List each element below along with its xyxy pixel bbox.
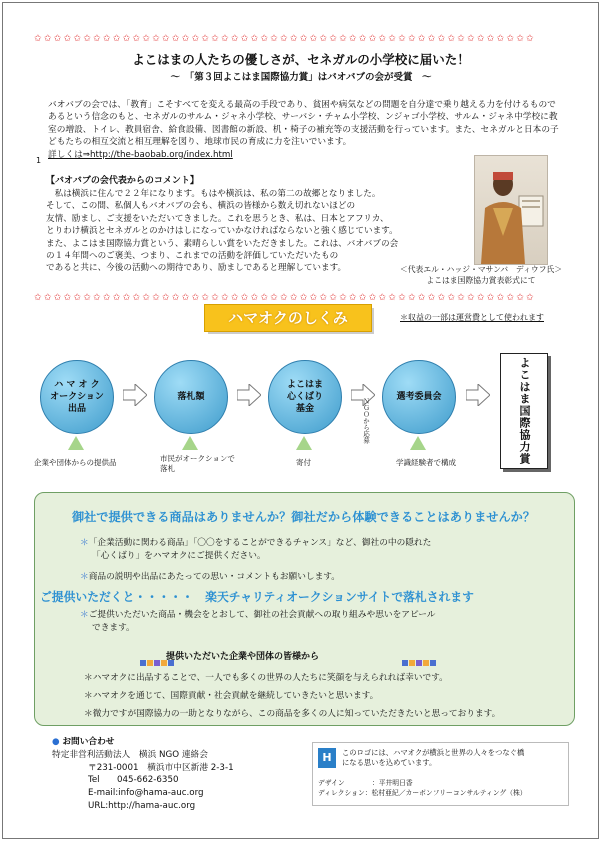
comment-line: 私は横浜に住んで２２年になります。もはや横浜は、私の第二の故郷となりました。 xyxy=(46,189,381,199)
flow-caption-committee: 学識経験者で構成 xyxy=(396,458,456,467)
arrow-right-icon xyxy=(237,384,261,406)
flow-step-committee: 選考委員会 xyxy=(382,360,456,434)
flow-title: ハマオクのしくみ xyxy=(204,304,372,332)
star-bullet-icon: ＊ xyxy=(80,538,89,548)
appeal-question: 御社で提供できる商品はありませんか？御社だから体験できることはありませんか？ xyxy=(71,510,536,524)
intro-paragraph xyxy=(48,99,564,161)
flow-step-fund: よこはま 心くばり 基金 xyxy=(268,360,342,434)
flow-caption-fund: 寄付 xyxy=(296,458,311,467)
contact-address: 〒231-0001 横浜市中区新港 2-3-1 xyxy=(88,762,234,773)
intro-text: バオバブの会では、「教育」こそすべてを変える最高の手段であり、貧困や病気などの問題を自分達で乗り越える力を付けるものであるという信念のもと、セネガルのサルム・ジャネ小学校、サーバシ・チャム小学校、ンジャゴ小学校、サルム・ジャネ中学校に教室の増設、トイレ、教員宿舎、給食設備、図書館の新設、机・椅子の補充等の支援活動を行っています。また、セネガルと日本の子どもたちの相互交流と相互理解を図り、地球市民の育成に力を注いでいます。 xyxy=(48,100,559,148)
intro-link[interactable]: 詳しくは⇒http://the-baobab.org/index.html xyxy=(48,149,233,160)
caption-line-1: ＜代表エル・ハッジ・マサンバ ディウフ氏＞ xyxy=(399,265,563,274)
decorative-tiles-right xyxy=(402,651,437,670)
flow-step-auction: ハ マ オ ク オークション 出品 xyxy=(40,360,114,434)
contact-email[interactable]: E-mail:info@hama-auc.org xyxy=(88,788,204,799)
flow-caption-auction: 企業や団体からの提供品 xyxy=(34,458,117,467)
comment-line: の１４年間へのご褒美、つまり、これまでの活動を評価していただいたもの xyxy=(46,251,339,262)
appeal-item-1: ＊「企業活動に関わる商品」「〇〇をすることができるチャンス」など、御社の中の隠れた 「心くばり」をハマオクにご提供ください。 xyxy=(80,538,432,561)
contact-org: 特定非営利活動法人 横浜 NGO 連絡会 xyxy=(52,749,208,760)
up-triangle-icon xyxy=(182,436,198,450)
supporter-message-1: ＊ハマオクに出品することで、一人でも多くの世界の人たちに笑顔を与えられれば幸いです。 xyxy=(84,673,448,683)
flow-note: ＊収益の一部は運営費として使われます xyxy=(400,313,544,322)
circle-bullet-icon: ● xyxy=(52,737,60,747)
ngo-application-label: ＮＧＯから応募 xyxy=(362,398,370,444)
comment-body xyxy=(46,188,470,275)
representative-photo xyxy=(474,155,548,265)
footnote-marker: 1 xyxy=(36,156,42,165)
contact-url[interactable]: URL:http://hama-auc.org xyxy=(88,800,196,811)
contact-block xyxy=(52,736,234,813)
top-star-border: ✩✩✩✩✩✩✩✩✩✩✩✩✩✩✩✩✩✩✩✩✩✩✩✩✩✩✩✩✩✩✩✩✩✩✩✩✩✩✩✩✩✩✩✩✩✩✩✩✩✩✩ xyxy=(34,34,536,44)
up-triangle-icon xyxy=(410,436,426,450)
caption-line-2: よこはま国際協力賞表彰式にて xyxy=(426,276,536,285)
comment-line: 友情、励まし、ご支援をいただいてきました。これを思うとき、私は、日本とアフリカ、 xyxy=(46,213,389,224)
middle-star-border: ✩✩✩✩✩✩✩✩✩✩✩✩✩✩✩✩✩✩✩✩✩✩✩✩✩✩✩✩✩✩✩✩✩✩✩✩✩✩✩✩✩✩✩✩✩✩✩✩✩✩✩ xyxy=(34,293,536,303)
credit-design: デザイン ：平井明日香 xyxy=(318,779,413,787)
contact-heading: ● お問い合わせ xyxy=(52,737,115,747)
photo-caption xyxy=(386,264,576,286)
star-bullet-icon: ＊ xyxy=(80,610,89,620)
logo-description: このロゴには、ハマオクが横浜と世界の人々をつなぐ橋 になる思いを込めています。 xyxy=(342,748,525,767)
supporters-heading: 提供いただいた企業や団体の皆様から xyxy=(166,652,320,662)
award-box: よこはま国際協力賞 xyxy=(500,353,548,469)
flow-step-bid: 落札額 xyxy=(154,360,228,434)
comment-line: であると共に、今後の活動への期待であり、励ましであると理解しています。 xyxy=(46,263,347,274)
arrow-right-icon xyxy=(466,384,490,406)
person-with-certificate-image xyxy=(475,156,547,264)
appeal-callout: ご提供いただくと・・・・・ 楽天チャリティオークションサイトで落札されます xyxy=(40,590,474,604)
supporter-message-3: ＊微力ですが国際協力の一助となりながら、この商品を多くの人に知っていただきたいと思っております。 xyxy=(84,709,501,719)
up-triangle-icon xyxy=(68,436,84,450)
comment-line: また、よこはま国際協力賞という、素晴らしい賞をいただきました。これは、バオバブの会 xyxy=(46,238,399,249)
comment-line: とりわけ横浜とセネガルとのかけはしになっていかなければならないと強く感じています。 xyxy=(46,226,398,237)
flow-caption-bid: 市民がオークションで 落札 xyxy=(160,454,235,473)
comment-line: そして、この間、私個人もバオバブの会も、横浜の皆様から数え切れないほどの xyxy=(46,201,356,212)
comment-title: 【バオバブの会代表からのコメント】 xyxy=(46,176,199,186)
credit-direction: ディレクション：松村亜紀／カーボンフリーコンサルティング（株） xyxy=(318,789,527,797)
star-bullet-icon: ＊ xyxy=(80,572,89,582)
contact-tel: Tel 045-662-6350 xyxy=(88,775,179,786)
page-title: よこはまの人たちの優しさが、セネガルの小学校に届いた！ xyxy=(132,52,470,67)
up-triangle-icon xyxy=(296,436,312,450)
supporter-message-2: ＊ハマオクを通じて、国際貢献・社会貢献を継続していきたいと思います。 xyxy=(84,691,379,701)
appeal-item-3: ＊ご提供いただいた商品・機会をとおして、御社の社会貢献への取り組みや思いをアピール できます。 xyxy=(80,610,436,633)
logo-credits xyxy=(318,778,564,798)
page-subtitle: ～ 「第３回よこはま国際協力賞」はバオバブの会が受賞 ～ xyxy=(170,72,432,83)
hamaoku-logo: H xyxy=(318,748,336,768)
appeal-item-2: ＊商品の説明や出品にあたっての思い・コメントもお願いします。 xyxy=(80,572,340,582)
arrow-right-icon xyxy=(123,384,147,406)
